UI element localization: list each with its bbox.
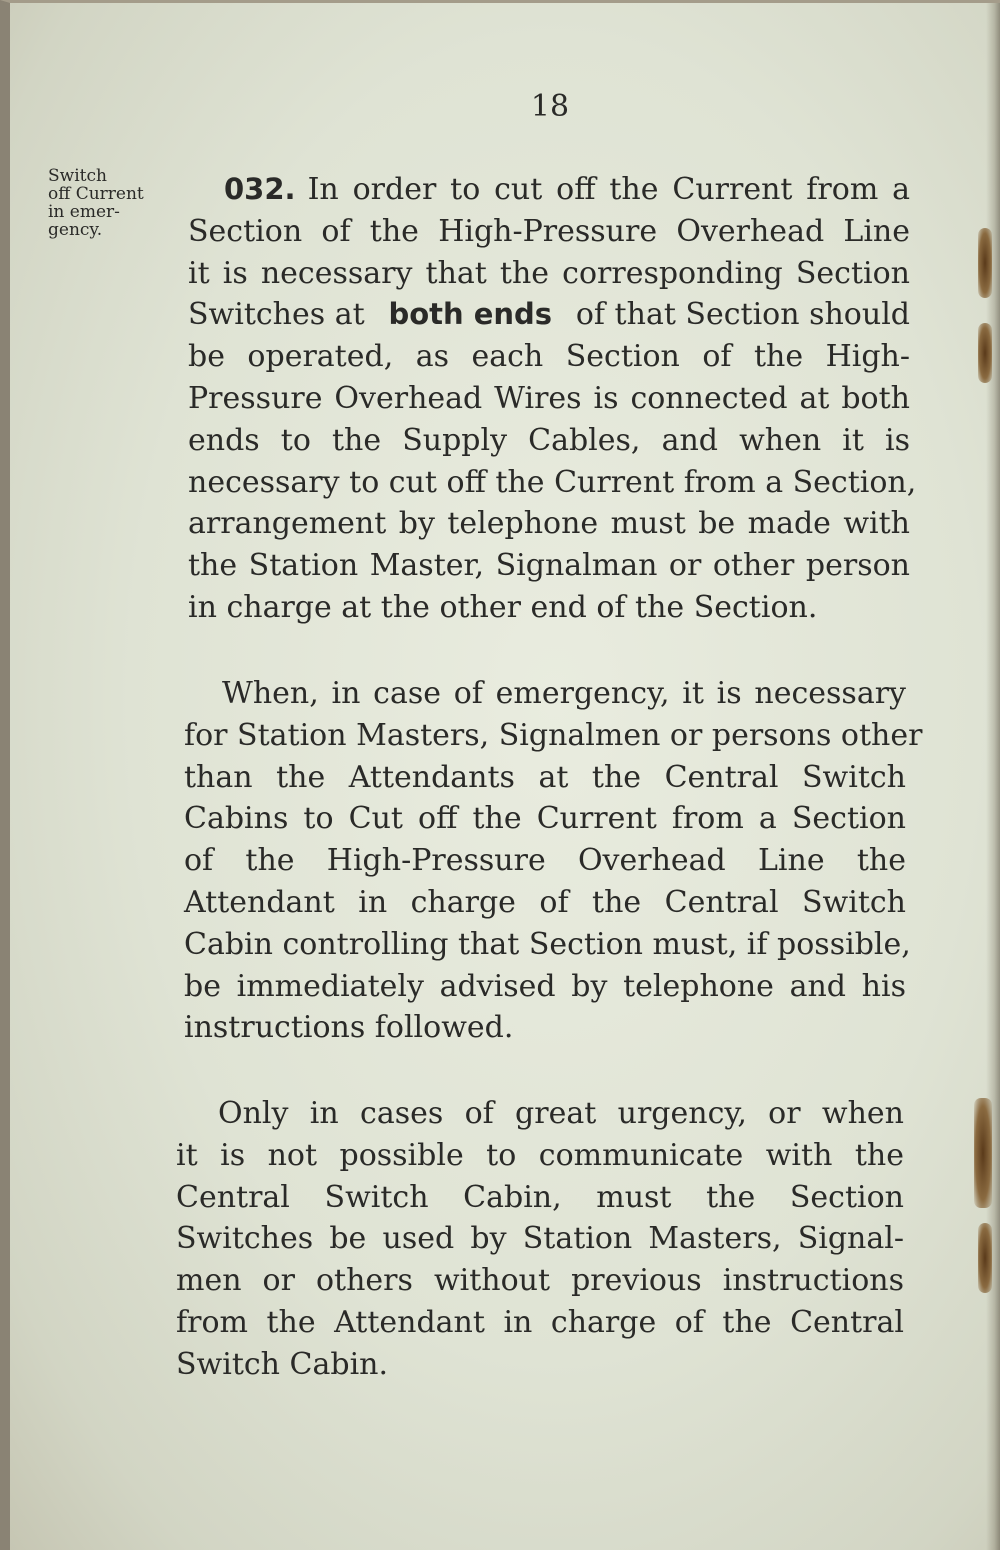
paragraph-line <box>176 1093 904 1135</box>
paragraph-line <box>184 924 911 966</box>
paragraph-line <box>184 840 906 882</box>
paragraph-line <box>176 1344 904 1386</box>
paragraph-line <box>176 1302 904 1344</box>
rust-stain <box>978 1223 992 1293</box>
paragraph-line <box>188 420 910 462</box>
paragraph-line <box>184 798 906 840</box>
line-text: Cabins to Cut off the Current from a Section <box>184 801 906 837</box>
line-text: Switches at <box>188 297 365 333</box>
paragraph-line <box>184 715 923 757</box>
line-text: from the Attendant in charge of the Central <box>176 1304 904 1340</box>
paragraph-line <box>176 1260 904 1302</box>
line-text: Pressure Overhead Wires is connected at both <box>188 380 910 416</box>
paragraph-line <box>176 1177 904 1219</box>
line-text: Central Switch Cabin, must the Section <box>176 1179 904 1215</box>
margin-note-line: off Current <box>48 184 144 204</box>
paragraph-line <box>176 1135 904 1177</box>
paragraph-line <box>188 378 910 420</box>
paragraph-line <box>184 1007 906 1049</box>
rule-number: 032. <box>224 172 296 206</box>
margin-note-line: in emer- <box>48 202 120 222</box>
margin-note-line: gency. <box>48 220 103 240</box>
paragraph-line <box>184 966 906 1008</box>
paragraph-line <box>188 545 910 587</box>
rust-stain <box>978 228 992 298</box>
emphasis-text: both ends <box>388 297 553 332</box>
line-text: necessary to cut off the Current from a Section, <box>188 464 917 500</box>
paragraph-line <box>188 294 910 336</box>
rust-stain <box>974 1098 992 1208</box>
line-text: Section of the High-Pressure Overhead Line <box>188 213 910 249</box>
urgency-paragraph <box>176 1093 904 1386</box>
paragraph-line <box>184 757 906 799</box>
paragraph-line <box>188 336 910 378</box>
paragraph-line <box>188 169 910 211</box>
line-text: it is not possible to communicate with the <box>176 1137 904 1173</box>
line-text: of the High-Pressure Overhead Line the <box>184 843 906 879</box>
line-text: Attendant in charge of the Central Switch <box>184 884 906 920</box>
page-number: 18 <box>530 89 570 124</box>
emergency-paragraph <box>184 673 923 1049</box>
line-text: be operated, as each Section of the High- <box>188 339 910 375</box>
line-text: for Station Masters, Signalmen or persons other <box>184 717 923 753</box>
paragraph-line <box>184 673 906 715</box>
margin-note-line: Switch <box>48 166 107 186</box>
line-text: ends to the Supply Cables, and when it is <box>188 422 910 458</box>
line-text: instructions followed. <box>184 1010 514 1046</box>
paragraph-line <box>176 1218 904 1260</box>
line-text: of that Section should <box>575 297 910 333</box>
line-text: than the Attendants at the Central Switch <box>184 759 906 795</box>
line-text: be immediately advised by telephone and his <box>184 968 906 1004</box>
paragraph-line <box>188 462 917 504</box>
paragraph-line <box>188 253 910 295</box>
line-text: the Station Master, Signalman or other person <box>188 548 910 584</box>
line-text: it is necessary that the corresponding Section <box>188 255 910 291</box>
margin-note <box>48 167 178 239</box>
line-text: Switches be used by Station Masters, Signal- <box>176 1221 904 1257</box>
line-text: Cabin controlling that Section must, if possible, <box>184 926 911 962</box>
line-text: men or others without previous instructions <box>176 1263 904 1299</box>
line-text: arrangement by telephone must be made with <box>188 506 910 542</box>
paragraph-line <box>184 882 906 924</box>
rule-paragraph-032 <box>188 169 917 629</box>
paragraph-line <box>188 211 910 253</box>
paragraph-line <box>188 503 910 545</box>
line-text: Switch Cabin. <box>176 1346 389 1382</box>
rust-stain <box>978 323 992 383</box>
line-text: Only in cases of great urgency, or when <box>218 1096 904 1131</box>
line-text: in charge at the other end of the Section. <box>188 589 818 625</box>
line-text: In order to cut off the Current from a <box>307 172 910 207</box>
paragraph-line <box>188 587 910 629</box>
line-text: When, in case of emergency, it is necessary <box>222 676 906 711</box>
